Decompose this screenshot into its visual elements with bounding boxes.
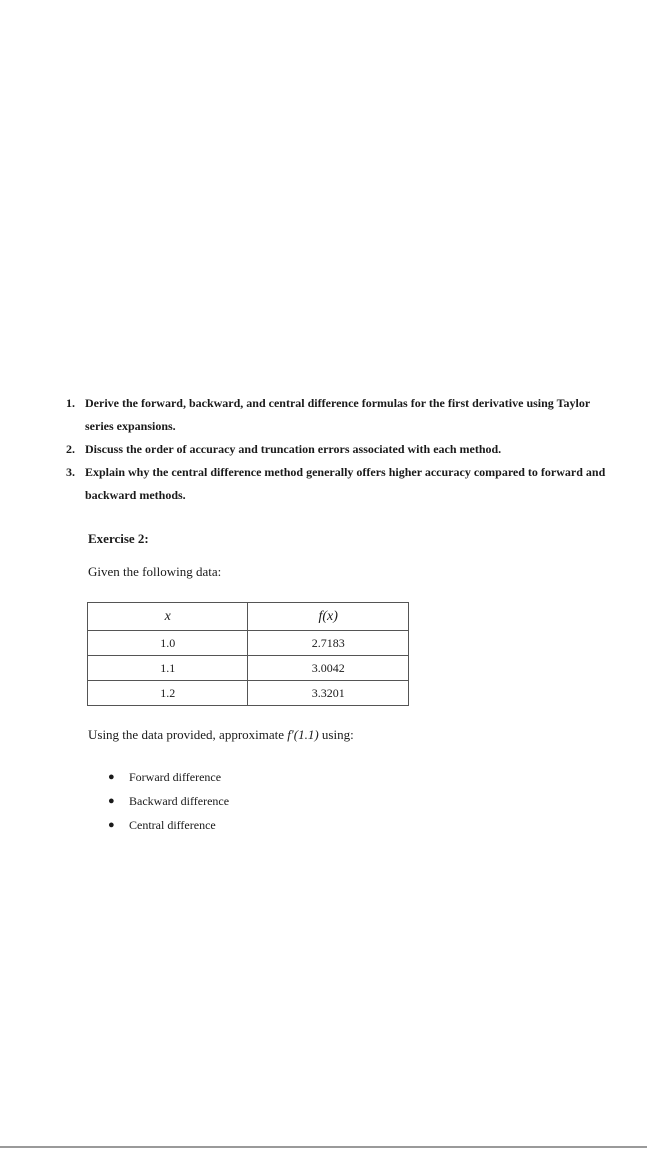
- table-cell: 1.2: [88, 681, 248, 706]
- data-table: [87, 602, 409, 706]
- derivative-expression: f′(1.1): [287, 727, 319, 742]
- table-cell: 3.0042: [248, 656, 409, 681]
- table-cell: 3.3201: [248, 681, 409, 706]
- method-label: Backward difference: [129, 793, 230, 808]
- method-list: [108, 765, 229, 837]
- instruction-prefix: Using the data provided, approximate: [88, 727, 288, 742]
- table-cell: 1.1: [88, 656, 248, 681]
- list-item: [108, 789, 229, 813]
- table-row: [88, 681, 409, 706]
- table-row: [88, 656, 409, 681]
- question-number: 2.: [66, 442, 75, 456]
- table-header-row: [88, 603, 409, 631]
- question-item: [66, 392, 606, 438]
- instruction-suffix: using:: [318, 727, 354, 742]
- method-label: Central difference: [129, 817, 216, 832]
- question-number: 3.: [66, 465, 75, 479]
- table-cell: 2.7183: [248, 631, 409, 656]
- bottom-divider: [0, 1146, 647, 1148]
- column-header-fx: f(x): [248, 603, 409, 631]
- exercise-title: Exercise 2:: [88, 531, 149, 546]
- bullet-icon: ●: [108, 819, 115, 831]
- question-text: Derive the forward, backward, and central difference formulas for the first derivative using Taylor series expansions.: [85, 396, 590, 433]
- question-text: Discuss the order of accuracy and truncation errors associated with each method.: [85, 442, 502, 456]
- given-data-text: Given the following data:: [88, 564, 222, 579]
- bullet-icon: ●: [108, 771, 115, 783]
- instruction-text: [88, 726, 354, 744]
- table-row: [88, 631, 409, 656]
- question-list: [66, 392, 606, 507]
- question-item: [66, 461, 606, 507]
- question-number: 1.: [66, 396, 75, 410]
- column-header-x: x: [88, 603, 248, 631]
- list-item: [108, 765, 229, 789]
- question-text: Explain why the central difference method generally offers higher accuracy compared to forward and backward methods.: [85, 465, 606, 502]
- bullet-icon: ●: [108, 795, 115, 807]
- method-label: Forward difference: [129, 769, 222, 784]
- question-item: [66, 438, 606, 461]
- table-cell: 1.0: [88, 631, 248, 656]
- list-item: [108, 813, 229, 837]
